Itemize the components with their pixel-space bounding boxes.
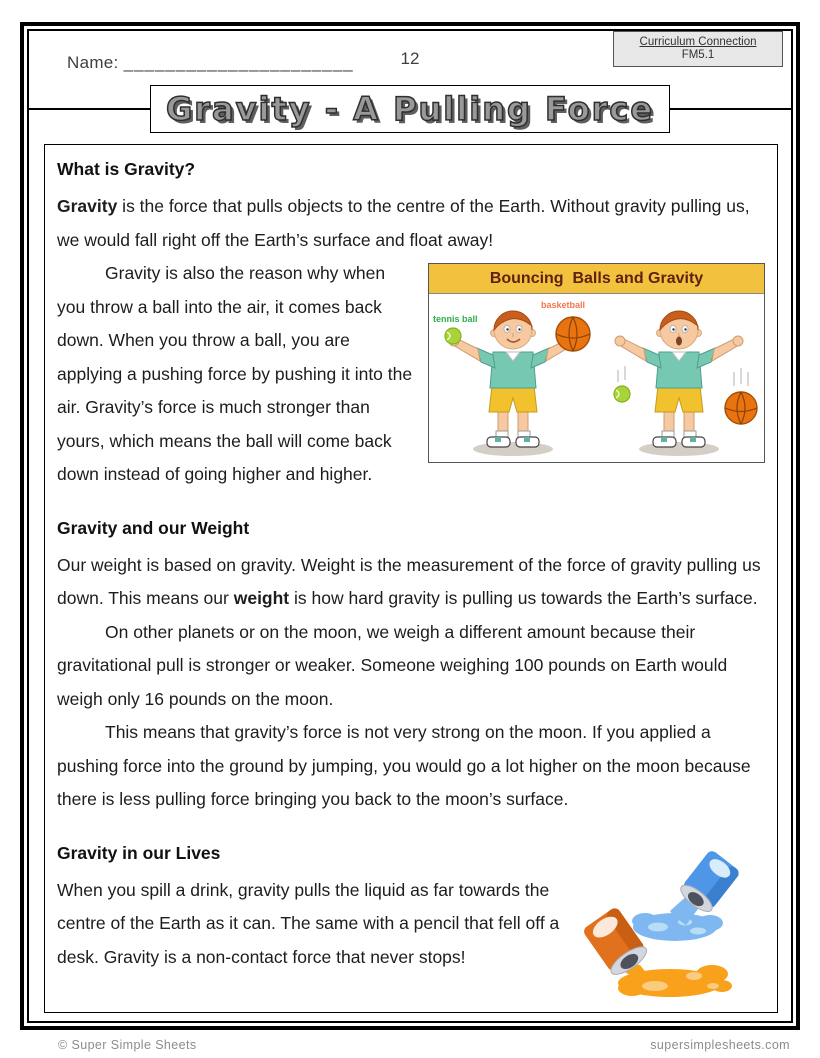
paragraph-weight-2: On other planets or on the moon, we weigh a different amount because their gravitational pull is stronger or weaker. Someone weighing 100 pounds on Earth would weigh only 16 pounds on the moon. xyxy=(57,621,728,709)
bold-weight: weight xyxy=(233,588,290,608)
figure-bouncing-balls xyxy=(428,263,765,463)
text-run: is the force that pulls objects to the centre of the Earth. Without gravity pulling us, we would fall right off the Earth’s surface and float away! xyxy=(57,196,750,250)
falling-tennis-ball xyxy=(614,386,630,402)
page-title: Gravity - A Pulling Force xyxy=(165,90,655,128)
heading-gravity-lives: Gravity in our Lives xyxy=(57,842,221,863)
figure-title: Bouncing Balls and Gravity xyxy=(429,264,764,294)
section-gravity-lives xyxy=(57,843,765,975)
name-label: Name: xyxy=(67,53,119,72)
paragraph-what-is-gravity-2: Gravity is also the reason why when you throw a ball into the air, it comes back down. When you throw a ball, you are applying a pushing force by pushing it into the air. Gravity’s force is much stronger than yours, which means the ball will come back down instead of going higher and higher. xyxy=(57,263,413,484)
boy-holding-balls xyxy=(433,300,590,456)
tennis-ball xyxy=(445,328,461,344)
copyright-text: © Super Simple Sheets xyxy=(58,1038,197,1052)
heading-gravity-weight: Gravity and our Weight xyxy=(57,517,250,538)
surprised-mouth xyxy=(676,337,682,346)
curriculum-connection-box xyxy=(613,31,783,67)
name-blank-line[interactable]: ______________________ xyxy=(123,53,354,72)
paragraph-what-is-gravity-1 xyxy=(57,190,765,257)
title-box xyxy=(150,85,670,133)
website-text: supersimplesheets.com xyxy=(650,1038,790,1052)
page-border-inner xyxy=(27,29,793,1023)
basketball-label: basketball xyxy=(541,300,586,310)
text-run: is how hard gravity is pulling us towards the Earth’s surface. xyxy=(289,588,758,608)
page-border-outer xyxy=(20,22,800,1030)
content-box xyxy=(44,144,778,1013)
heading-what-is-gravity: What is Gravity? xyxy=(57,159,196,179)
boy-dropped-balls xyxy=(614,311,757,456)
page-number: 12 xyxy=(400,49,420,68)
bold-gravity: Gravity xyxy=(57,196,118,216)
title-strip xyxy=(29,85,791,133)
text-run: Our weight is based on gravity. Weight is the measurement of the force of gravity pulling us down. This means our xyxy=(57,554,761,608)
curriculum-code: FM5.1 xyxy=(681,49,715,61)
falling-basketball xyxy=(725,392,757,424)
curriculum-connection-label: Curriculum Connection xyxy=(639,36,757,48)
spilled-drinks-illustration xyxy=(570,835,765,1007)
bouncing-balls-illustration xyxy=(429,294,763,462)
paragraph-weight-3: This means that gravity’s force is not very strong on the moon. If you applied a pushing force into the ground by jumping, you would go a lot higher on the moon because there is less pulling force bringing you back to the moon’s surface. xyxy=(57,722,751,809)
basketball xyxy=(556,317,590,351)
figure-spilled-drinks xyxy=(570,835,765,1007)
paragraph-lives-1: When you spill a drink, gravity pulls the liquid as far towards the centre of the Earth as it can. The same with a pencil that fell off a desk. Gravity is a non-contact force that never stops! xyxy=(57,879,560,967)
tennis-ball-label: tennis ball xyxy=(433,314,478,324)
paragraph-weight-1 xyxy=(57,549,765,616)
